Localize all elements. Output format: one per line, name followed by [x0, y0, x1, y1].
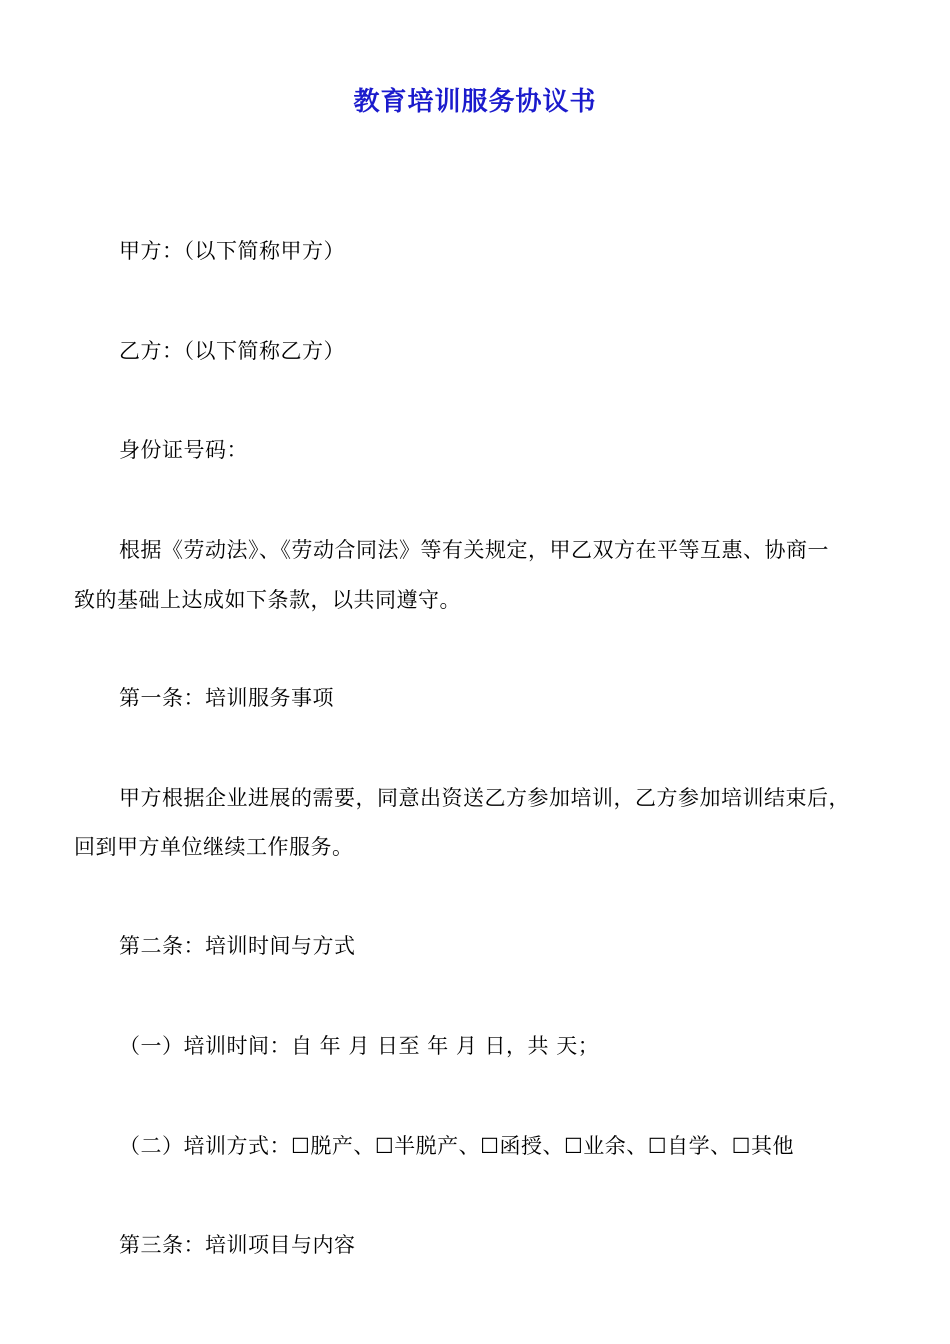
article-2-item-2: （二）培训方式：☐脱产、☐半脱产、☐函授、☐业余、☐自学、☐其他 — [119, 1134, 794, 1158]
article-3-heading: 第三条：培训项目与内容 — [119, 1233, 356, 1257]
id-number-line: 身份证号码： — [119, 438, 248, 462]
party-b-line: 乙方：（以下简称乙方） — [119, 339, 345, 363]
article-1-heading: 第一条：培训服务事项 — [119, 686, 334, 710]
party-a-line: 甲方：（以下简称甲方） — [119, 239, 345, 263]
article-1-line-2: 回到甲方单位继续工作服务。 — [74, 835, 354, 859]
preamble-line-2: 致的基础上达成如下条款，以共同遵守。 — [74, 588, 461, 612]
article-2-item-1: （一）培训时间：自 年 月 日至 年 月 日，共 天； — [119, 1034, 600, 1058]
preamble-line-1: 根据《劳动法》、《劳动合同法》等有关规定，甲乙双方在平等互惠、协商一 — [119, 538, 829, 562]
document-title: 教育培训服务协议书 — [353, 87, 597, 117]
article-1-line-1: 甲方根据企业进展的需要，同意出资送乙方参加培训，乙方参加培训结束后， — [119, 786, 850, 810]
article-2-heading: 第二条：培训时间与方式 — [119, 934, 356, 958]
